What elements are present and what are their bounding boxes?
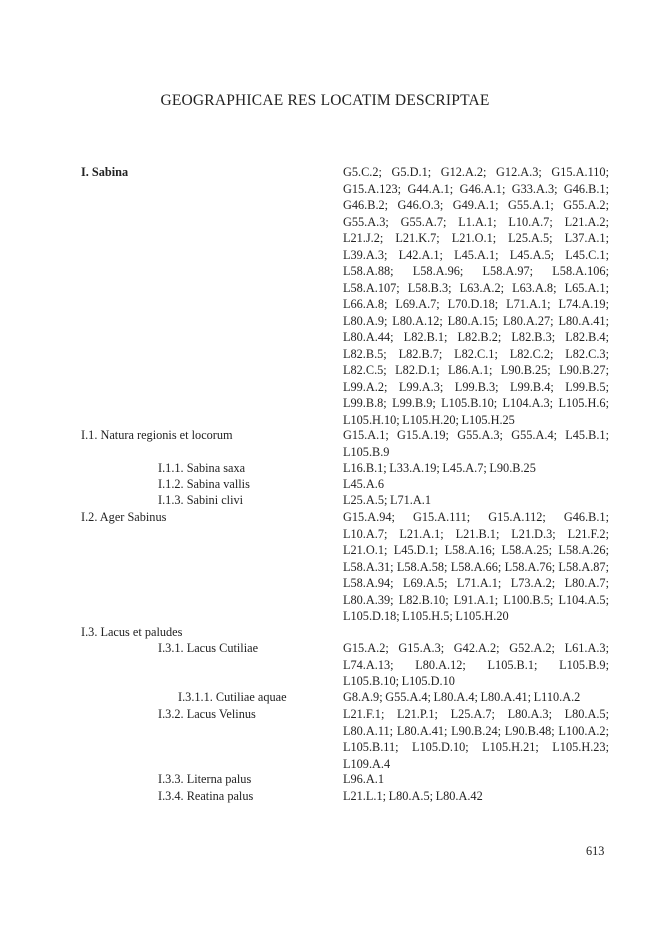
index-references: G15.A.2; G15.A.3; G42.A.2; G52.A.2; L61.A.3; L74.A.13; L80.A.12; L105.B.1; L105.B.9; L105.B.10; L105.D.10 xyxy=(343,641,609,688)
page-title: GEOGRAPHICAE RES LOCATIM DESCRIPTAE xyxy=(160,92,490,109)
index-label: I.3.4. Reatina palus xyxy=(158,789,254,803)
index-references: G8.A.9; G55.A.4; L80.A.4; L80.A.41; L110.A.2 xyxy=(343,690,581,704)
index-references: G15.A.1; G15.A.19; G55.A.3; G55.A.4; L45.B.1; L105.B.9 xyxy=(343,428,609,459)
index-label: I.3.1. Lacus Cutiliae xyxy=(158,641,259,655)
index-references: G5.C.2; G5.D.1; G12.A.2; G12.A.3; G15.A.110; G15.A.123; G44.A.1; G46.A.1; G33.A.3; G46.B.1; G46.B.2; G46.O.3; G49.A.1; G55.A.1; G55.A.2; G55.A.3; G55.A.7; L1.A.1; L10.A.7; L21.A.2; L21.J.2; L21.K.7; L21.O.1; L25.A.5; L37.A.1; L39.A.3; L42.A.1; L45.A.1; L45.A.5; L45.C.1; L58.A.88; L58.A.96; L58.A.97; L58.A.106; L58.A.107; L58.B.3; L63.A.2; L63.A.8; L65.A.1; L66.A.8; L69.A.7; L70.D.18; L71.A.1; L74.A.19; L80.A.9; L80.A.12; L80.A.15; L80.A.27; L80.A.41; L80.A.44; L82.B.1; L82.B.2; L82.B.3; L82.B.4; L82.B.5; L82.B.7; L82.C.1; L82.C.2; L82.C.3; L82.C.5; L82.D.1; L86.A.1; L90.B.25; L90.B.27; L99.A.2; L99.A.3; L99.B.3; L99.B.4; L99.B.5; L99.B.8; L99.B.9; L105.B.10; L104.A.3; L105.H.6; L105.H.10; L105.H.20; L105.H.25 xyxy=(343,165,609,427)
index-references: L96.A.1 xyxy=(343,772,384,786)
index-label: I. Sabina xyxy=(81,165,129,179)
index-label: I.2. Ager Sabinus xyxy=(81,510,167,524)
index-references: L16.B.1; L33.A.19; L45.A.7; L90.B.25 xyxy=(343,461,536,475)
index-references: G15.A.94; G15.A.111; G15.A.112; G46.B.1; L10.A.7; L21.A.1; L21.B.1; L21.D.3; L21.F.2; L21.O.1; L45.D.1; L58.A.16; L58.A.25; L58.A.26; L58.A.31; L58.A.58; L58.A.66; L58.A.76; L58.A.87; L58.A.94; L69.A.5; L71.A.1; L73.A.2; L80.A.7; L80.A.39; L82.B.10; L91.A.1; L100.B.5; L104.A.5; L105.D.18; L105.H.5; L105.H.20 xyxy=(343,510,609,623)
index-references: L25.A.5; L71.A.1 xyxy=(343,493,431,507)
index-label: I.3.1.1. Cutiliae aquae xyxy=(178,690,287,704)
index-label: I.1.1. Sabina saxa xyxy=(158,461,246,475)
index-label: I.1.3. Sabini clivi xyxy=(158,493,244,507)
index-label: I.3.3. Literna palus xyxy=(158,772,252,786)
page-number: 613 xyxy=(586,844,605,858)
index-label: I.3.2. Lacus Velinus xyxy=(158,707,256,721)
index-label: I.1. Natura regionis et locorum xyxy=(81,428,233,442)
index-references: L21.F.1; L21.P.1; L25.A.7; L80.A.3; L80.A.5; L80.A.11; L80.A.41; L90.B.24; L90.B.48; L100.A.2; L105.B.11; L105.D.10; L105.H.21; L105.H.23; L109.A.4 xyxy=(343,707,609,771)
index-label: I.3. Lacus et paludes xyxy=(81,625,183,639)
index-references: L45.A.6 xyxy=(343,477,384,491)
index-label: I.1.2. Sabina vallis xyxy=(158,477,250,491)
index-references: L21.L.1; L80.A.5; L80.A.42 xyxy=(343,789,483,803)
